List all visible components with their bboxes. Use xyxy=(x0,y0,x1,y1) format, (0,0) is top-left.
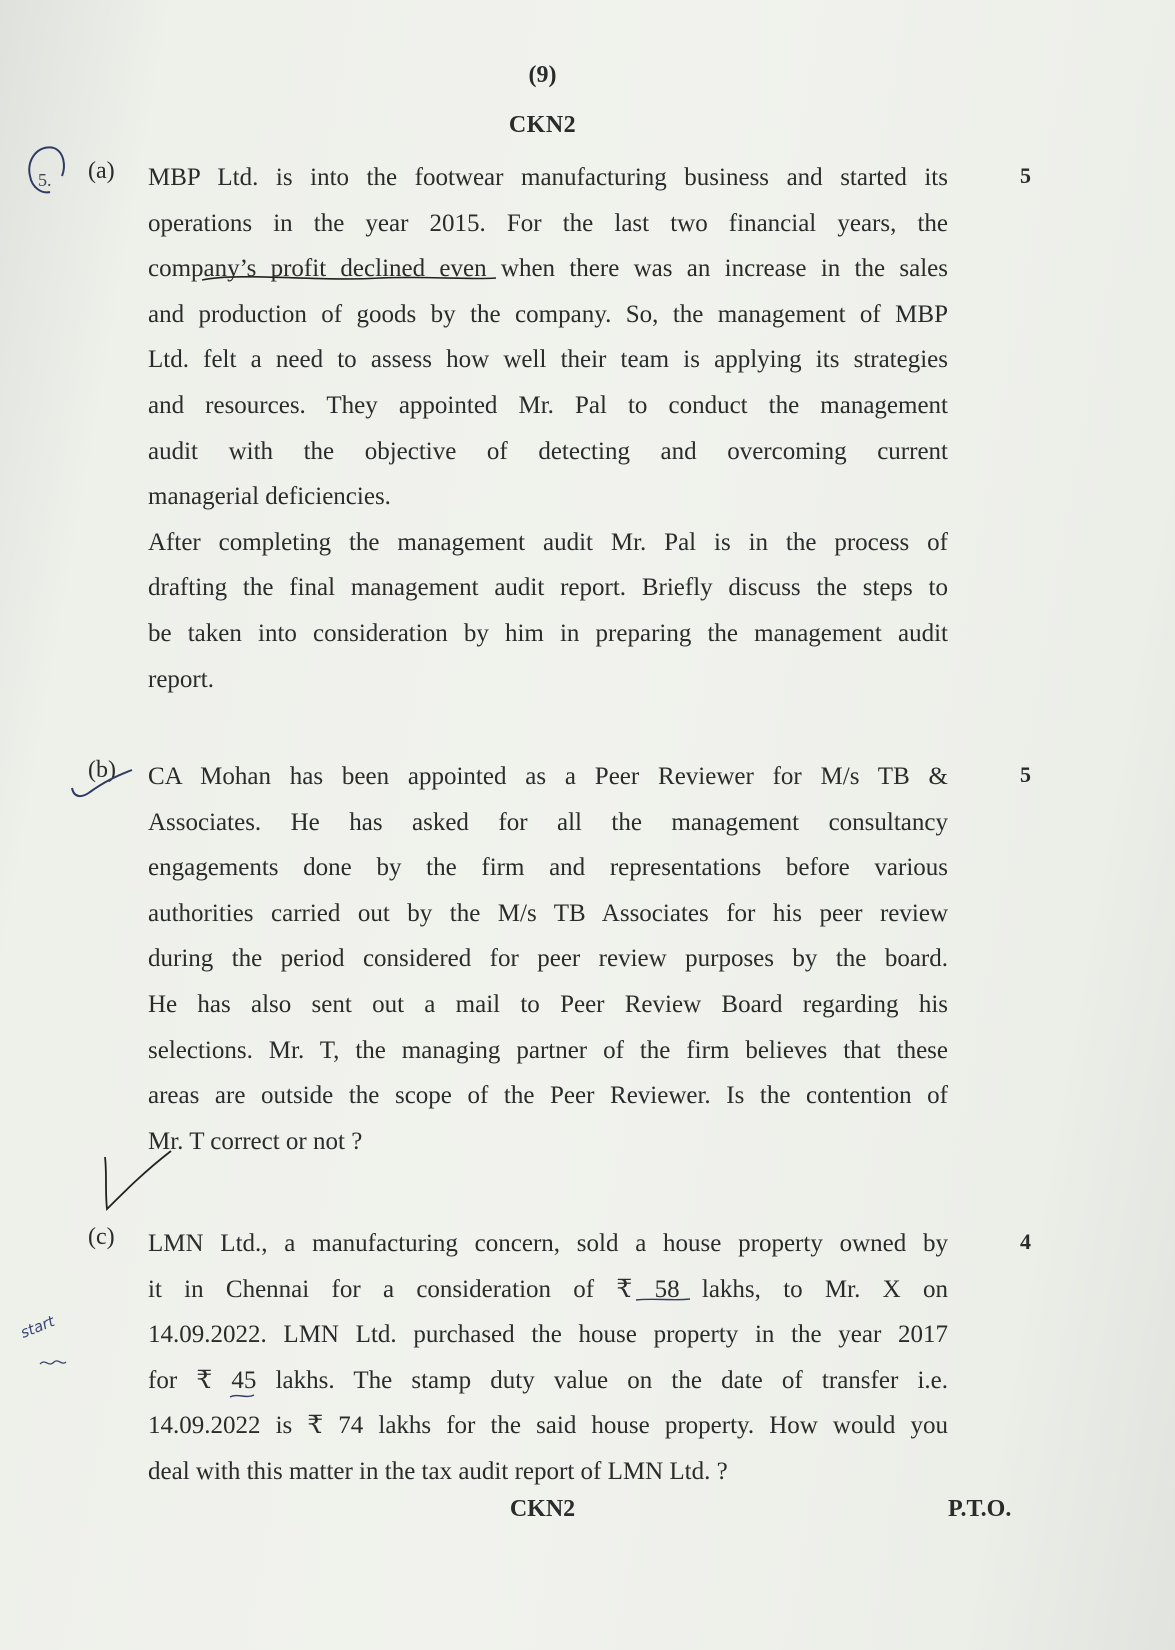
text-line: operations in the year 2015. For the last two financial years, the xyxy=(148,209,948,237)
text-line: and resources. They appointed Mr. Pal to conduct the management xyxy=(148,391,948,419)
part-c-text xyxy=(148,1221,948,1495)
part-c-label: (c) xyxy=(88,1224,115,1250)
part-a-marks: 5 xyxy=(1020,163,1031,188)
text-line: during the period considered for peer review purposes by the board. xyxy=(148,945,948,973)
text-line: report. xyxy=(148,665,214,693)
text-line: MBP Ltd. is into the footwear manufacturing business and started its xyxy=(148,164,948,191)
text-line: managerial deficiencies. xyxy=(148,483,391,511)
text-line: company’s profit declined even when there was an increase in the sales xyxy=(148,255,948,283)
text-line: selections. Mr. T, the managing partner of the firm believes that these xyxy=(148,1036,948,1064)
part-b-text xyxy=(148,754,948,1164)
text-line: authorities carried out by the M/s TB Associates for his peer review xyxy=(148,899,948,927)
text-line: Mr. T correct or not ? xyxy=(148,1127,363,1155)
question-number xyxy=(32,160,62,200)
part-c-marks: 4 xyxy=(1020,1229,1031,1254)
tick-mark-icon xyxy=(68,768,138,808)
question-number-text: 5. xyxy=(38,170,52,190)
text-line: and production of goods by the company. So, the management of MBP xyxy=(148,300,948,328)
text-line: Associates. He has asked for all the management consultancy xyxy=(148,808,948,836)
tick-mark-icon xyxy=(95,1145,175,1215)
text-line: 14.09.2022. LMN Ltd. purchased the house property in the year 2017 xyxy=(148,1321,948,1349)
part-b-marks: 5 xyxy=(1020,762,1031,787)
part-a-label: (a) xyxy=(88,158,115,184)
text-line: After completing the management audit Mr. Pal is in the process of xyxy=(148,528,948,556)
paper-code-header: CKN2 xyxy=(508,112,577,138)
text-line: LMN Ltd., a manufacturing concern, sold a house property owned by xyxy=(148,1230,948,1257)
underline-mark-icon xyxy=(228,1391,258,1401)
text-line: 14.09.2022 is ₹ 74 lakhs for the said house property. How would you xyxy=(148,1412,948,1440)
margin-note xyxy=(18,1312,57,1342)
part-b-label: (b) xyxy=(88,757,116,783)
text-line: audit with the objective of detecting and overcoming current xyxy=(148,437,948,465)
text-line: areas are outside the scope of the Peer Reviewer. Is the contention of xyxy=(148,1082,948,1110)
margin-note-text: start xyxy=(17,1312,58,1342)
text-line: He has also sent out a mail to Peer Review Board regarding his xyxy=(148,990,948,1018)
text-line: engagements done by the firm and representations before various xyxy=(148,854,948,882)
underline-mark-icon xyxy=(634,1295,694,1305)
paper-code-footer: CKN2 xyxy=(509,1496,576,1522)
underline-mark-icon xyxy=(200,268,500,288)
text-line: Ltd. felt a need to assess how well their team is applying its strategies xyxy=(148,346,948,374)
scribble-icon xyxy=(38,1356,68,1370)
pto-label: P.T.O. xyxy=(948,1496,1012,1522)
text-line: be taken into consideration by him in preparing the management audit xyxy=(148,619,948,647)
text-line: it in Chennai for a consideration of ₹ 58 lakhs, to Mr. X on xyxy=(148,1275,948,1303)
text-line: CA Mohan has been appointed as a Peer Reviewer for M/s TB & xyxy=(148,763,948,790)
page-number: (9) xyxy=(528,62,557,88)
text-line: deal with this matter in the tax audit report of LMN Ltd. ? xyxy=(148,1457,728,1485)
part-a-text xyxy=(148,155,948,702)
text-line: for ₹ 45 lakhs. The stamp duty value on the date of transfer i.e. xyxy=(148,1366,948,1394)
text-line: drafting the final management audit report. Briefly discuss the steps to xyxy=(148,574,948,602)
